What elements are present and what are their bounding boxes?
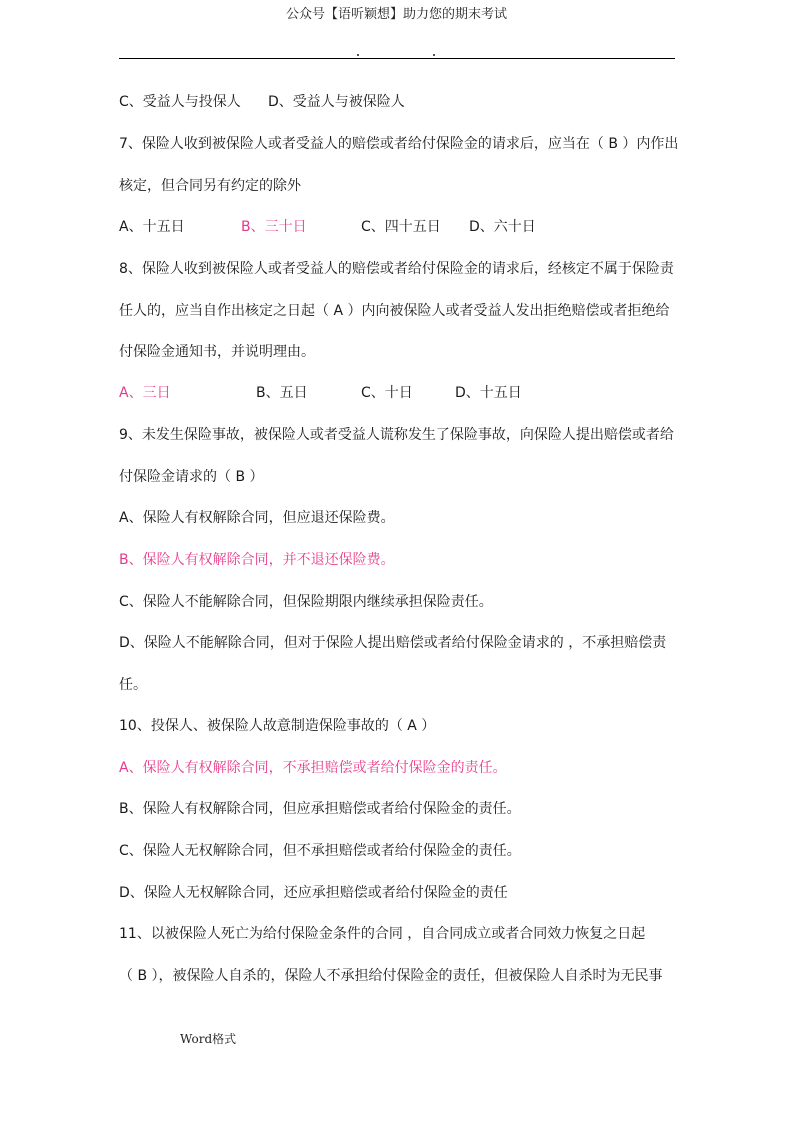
q7-option-b-answer: B、三十日 [241, 219, 307, 235]
q9-option-c: C、保险人不能解除合同，但保险期限内继续承担保险责任。 [119, 594, 493, 610]
q11-question-line: （ B ），被保险人自杀的，保险人不承担给付保险金的责任，但被保险人自杀时为无民事 [119, 968, 663, 984]
q10-option-d: D、保险人无权解除合同，还应承担赔偿或者给付保险金的责任 [119, 885, 508, 901]
q7-option-d: D、六十日 [469, 219, 536, 235]
q9-option-a: A、保险人有权解除合同，但应退还保险费。 [119, 510, 395, 526]
q8-option-c: C、十日 [361, 385, 413, 401]
q8-question-line: 付保险金通知书，并说明理由。 [119, 344, 315, 360]
q8-question-line: 8、保险人收到被保险人或者受益人的赔偿或者给付保险金的请求后，经核定不属于保险责 [119, 261, 674, 277]
q9-question-line: 付保险金请求的（ B ） [119, 469, 264, 485]
q6-option-d: D、受益人与被保险人 [268, 94, 405, 110]
q7-question-line: 核定，但合同另有约定的除外 [119, 178, 301, 194]
q7-option-c: C、四十五日 [361, 219, 441, 235]
q11-question-line: 11、以被保险人死亡为给付保险金条件的合同 ，自合同成立或者合同效力恢复之日起 [119, 926, 646, 942]
q10-question-line: 10、投保人、被保险人故意制造保险事故的（ A ） [119, 718, 436, 734]
q10-option-c: C、保险人无权解除合同，但不承担赔偿或者给付保险金的责任。 [119, 843, 521, 859]
header-divider [119, 58, 675, 59]
q7-option-a: A、十五日 [119, 219, 185, 235]
page-header: 公众号【语听颖想】助力您的期末考试 [285, 7, 507, 22]
q9-option-b-answer: B、保险人有权解除合同，并不退还保险费。 [119, 552, 395, 568]
header-divider-dot [433, 54, 435, 56]
q9-option-d: 任。 [119, 677, 147, 693]
header-divider-dot [357, 54, 359, 56]
q9-option-d: D、保险人不能解除合同，但对于保险人提出赔偿或者给付保险金请求的 ，不承担赔偿责 [119, 635, 667, 651]
q8-question-line: 任人的，应当自作出核定之日起（ A ）内向被保险人或者受益人发出拒绝赔偿或者拒绝给 [119, 303, 670, 319]
q8-option-d: D、十五日 [455, 385, 522, 401]
q8-option-b: B、五日 [256, 385, 308, 401]
q9-question-line: 9、未发生保险事故，被保险人或者受益人谎称发生了保险事故，向保险人提出赔偿或者给 [119, 427, 674, 443]
page-footer: Word格式 [180, 1032, 237, 1046]
q10-option-b: B、保险人有权解除合同，但应承担赔偿或者给付保险金的责任。 [119, 801, 521, 817]
q7-question-line: 7、保险人收到被保险人或者受益人的赔偿或者给付保险金的请求后，应当在（ B ）内作出 [119, 136, 679, 152]
q6-option-c: C、受益人与投保人 [119, 94, 241, 110]
q8-option-a-answer: A、三日 [119, 385, 171, 401]
q10-option-a-answer: A、保险人有权解除合同，不承担赔偿或者给付保险金的责任。 [119, 760, 507, 776]
